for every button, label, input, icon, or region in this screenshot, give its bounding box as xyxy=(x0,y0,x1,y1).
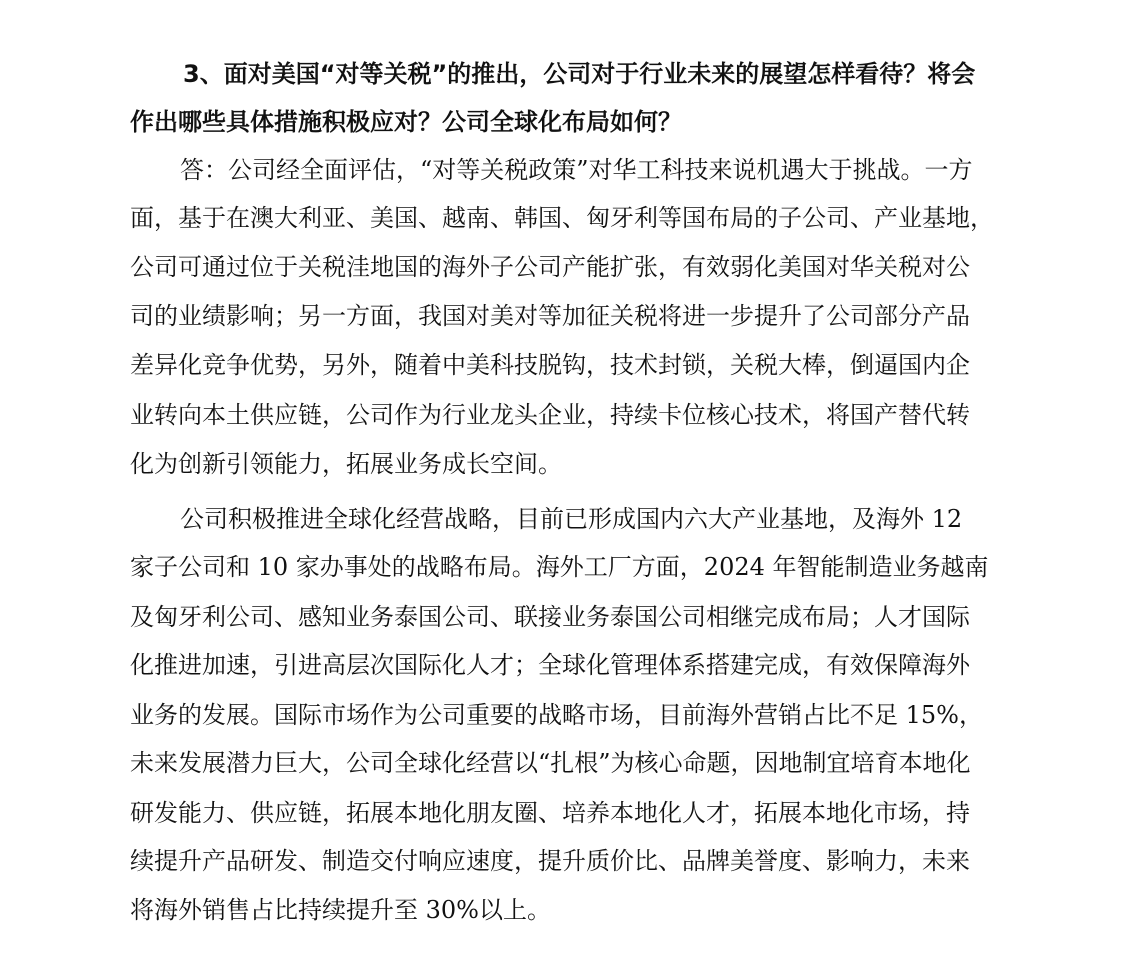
answer-text: 及匈牙利公司、感知业务泰国公司、联接业务泰国公司相继完成布局；人才国际 xyxy=(130,603,970,631)
answer-paragraph-2-line xyxy=(0,642,1133,688)
answer-text: 答：公司经全面评估，“对等关税政策”对华工科技来说机遇大于挑战。一方 xyxy=(180,156,973,184)
answer-paragraph-2-line xyxy=(0,887,1133,933)
answer-paragraph-2-line xyxy=(0,496,1133,542)
answer-paragraph-2-line xyxy=(0,692,1133,738)
answer-text: 面，基于在澳大利亚、美国、越南、韩国、匈牙利等国布局的子公司、产业基地， xyxy=(130,204,994,232)
answer-text: 司的业绩影响；另一方面，我国对美对等加征关税将进一步提升了公司部分产品 xyxy=(130,302,970,330)
answer-paragraph-1-line xyxy=(0,147,1133,193)
answer-text: 研发能力、供应链，拓展本地化朋友圈、培养本地化人才，拓展本地化市场，持 xyxy=(130,799,970,827)
answer-text: 公司积极推进全球化经营战略，目前已形成国内六大产业基地，及海外 12 xyxy=(180,505,963,533)
answer-paragraph-1-line xyxy=(0,392,1133,438)
answer-paragraph-1-line xyxy=(0,195,1133,241)
answer-text: 业转向本土供应链，公司作为行业龙头企业，持续卡位核心技术，将国产替代转 xyxy=(130,401,970,429)
answer-text: 差异化竞争优势，另外，随着中美科技脱钩，技术封锁，关税大棒，倒逼国内企 xyxy=(130,351,970,379)
answer-paragraph-1-line xyxy=(0,293,1133,339)
answer-paragraph-2-line xyxy=(0,544,1133,590)
answer-text: 化为创新引领能力，拓展业务成长空间。 xyxy=(130,450,562,478)
answer-paragraph-2-line xyxy=(0,740,1133,786)
answer-text: 将海外销售占比持续提升至 30%以上。 xyxy=(130,896,551,924)
answer-text: 公司可通过位于关税洼地国的海外子公司产能扩张，有效弱化美国对华关税对公 xyxy=(130,253,970,281)
question-heading-text: 3、面对美国“对等关税”的推出，公司对于行业未来的展望怎样看待？将会 xyxy=(183,60,976,88)
answer-paragraph-2-line xyxy=(0,790,1133,836)
answer-paragraph-1-line xyxy=(0,244,1133,290)
question-heading-line-2 xyxy=(0,99,1133,145)
answer-paragraph-1-line xyxy=(0,441,1133,487)
answer-paragraph-2-line xyxy=(0,838,1133,884)
question-heading-line-1 xyxy=(0,51,1133,97)
answer-text: 业务的发展。国际市场作为公司重要的战略市场，目前海外营销占比不足 15%， xyxy=(130,701,983,729)
answer-text: 未来发展潜力巨大，公司全球化经营以“扎根”为核心命题，因地制宜培育本地化 xyxy=(130,749,971,777)
answer-text: 续提升产品研发、制造交付响应速度，提升质价比、品牌美誉度、影响力，未来 xyxy=(130,847,970,875)
answer-text: 化推进加速，引进高层次国际化人才；全球化管理体系搭建完成，有效保障海外 xyxy=(130,651,970,679)
answer-paragraph-1-line xyxy=(0,342,1133,388)
answer-paragraph-2-line xyxy=(0,594,1133,640)
question-heading-text: 作出哪些具体措施积极应对？公司全球化布局如何？ xyxy=(130,108,682,136)
answer-text: 家子公司和 10 家办事处的战略布局。海外工厂方面，2024 年智能制造业务越南 xyxy=(130,553,989,581)
